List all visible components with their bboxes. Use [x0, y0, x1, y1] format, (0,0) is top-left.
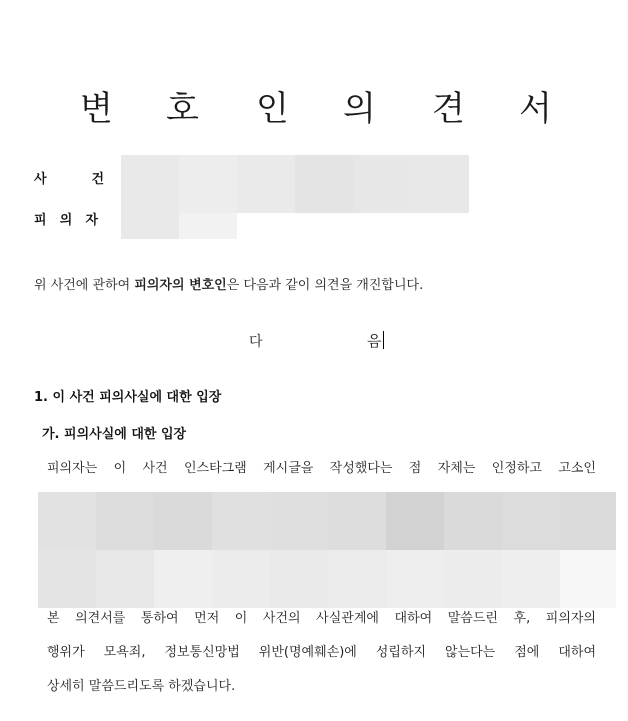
section-1-heading: 1. 이 사건 피의사실에 대한 입장	[34, 390, 222, 405]
da-eum-heading	[249, 331, 263, 351]
paragraph-2-line-1: 본 의견서를 통하여 먼저 이 사건의 사실관계에 대하여 말씀드린 후, 피의자의	[47, 611, 596, 626]
intro-before: 위 사건에 관하여	[34, 278, 135, 293]
title-char: 의	[343, 89, 376, 129]
paragraph-1-line-1: 피의자는 이 사건 인스타그램 게시글을 작성했다는 점 자체는 인정하고 고소인	[47, 461, 596, 476]
title-char: 서	[519, 89, 552, 129]
paragraph-2-line-3: 상세히 말씀드리도록 하겠습니다.	[47, 679, 236, 694]
da-char: 다	[249, 334, 263, 350]
intro-sentence	[34, 274, 423, 293]
title-char: 견	[432, 89, 465, 129]
text-cursor	[383, 331, 384, 349]
suspect-label-char: 의	[59, 213, 73, 228]
title-char: 호	[166, 89, 199, 129]
section-1a-heading: 가. 피의사실에 대한 입장	[42, 427, 187, 442]
intro-bold: 피의자의 변호인	[134, 278, 227, 293]
title-char: 변	[80, 89, 113, 129]
suspect-label	[34, 209, 98, 228]
title-char: 인	[256, 89, 289, 129]
da-eum-heading-2	[367, 330, 384, 351]
suspect-label-char: 피	[34, 213, 47, 228]
intro-after: 은 다음과 같이 의견을 개진합니다.	[226, 278, 424, 293]
paragraph-2-line-2: 행위가 모욕죄, 정보통신망법 위반(명예훼손)에 성립하지 않는다는 점에 대하여	[47, 645, 596, 660]
case-label-char: 건	[91, 172, 104, 187]
case-label-char: 사	[34, 172, 47, 187]
document-title	[0, 86, 628, 136]
case-label	[34, 168, 104, 187]
suspect-label-char: 자	[85, 213, 98, 228]
eum-char: 음	[367, 332, 382, 350]
